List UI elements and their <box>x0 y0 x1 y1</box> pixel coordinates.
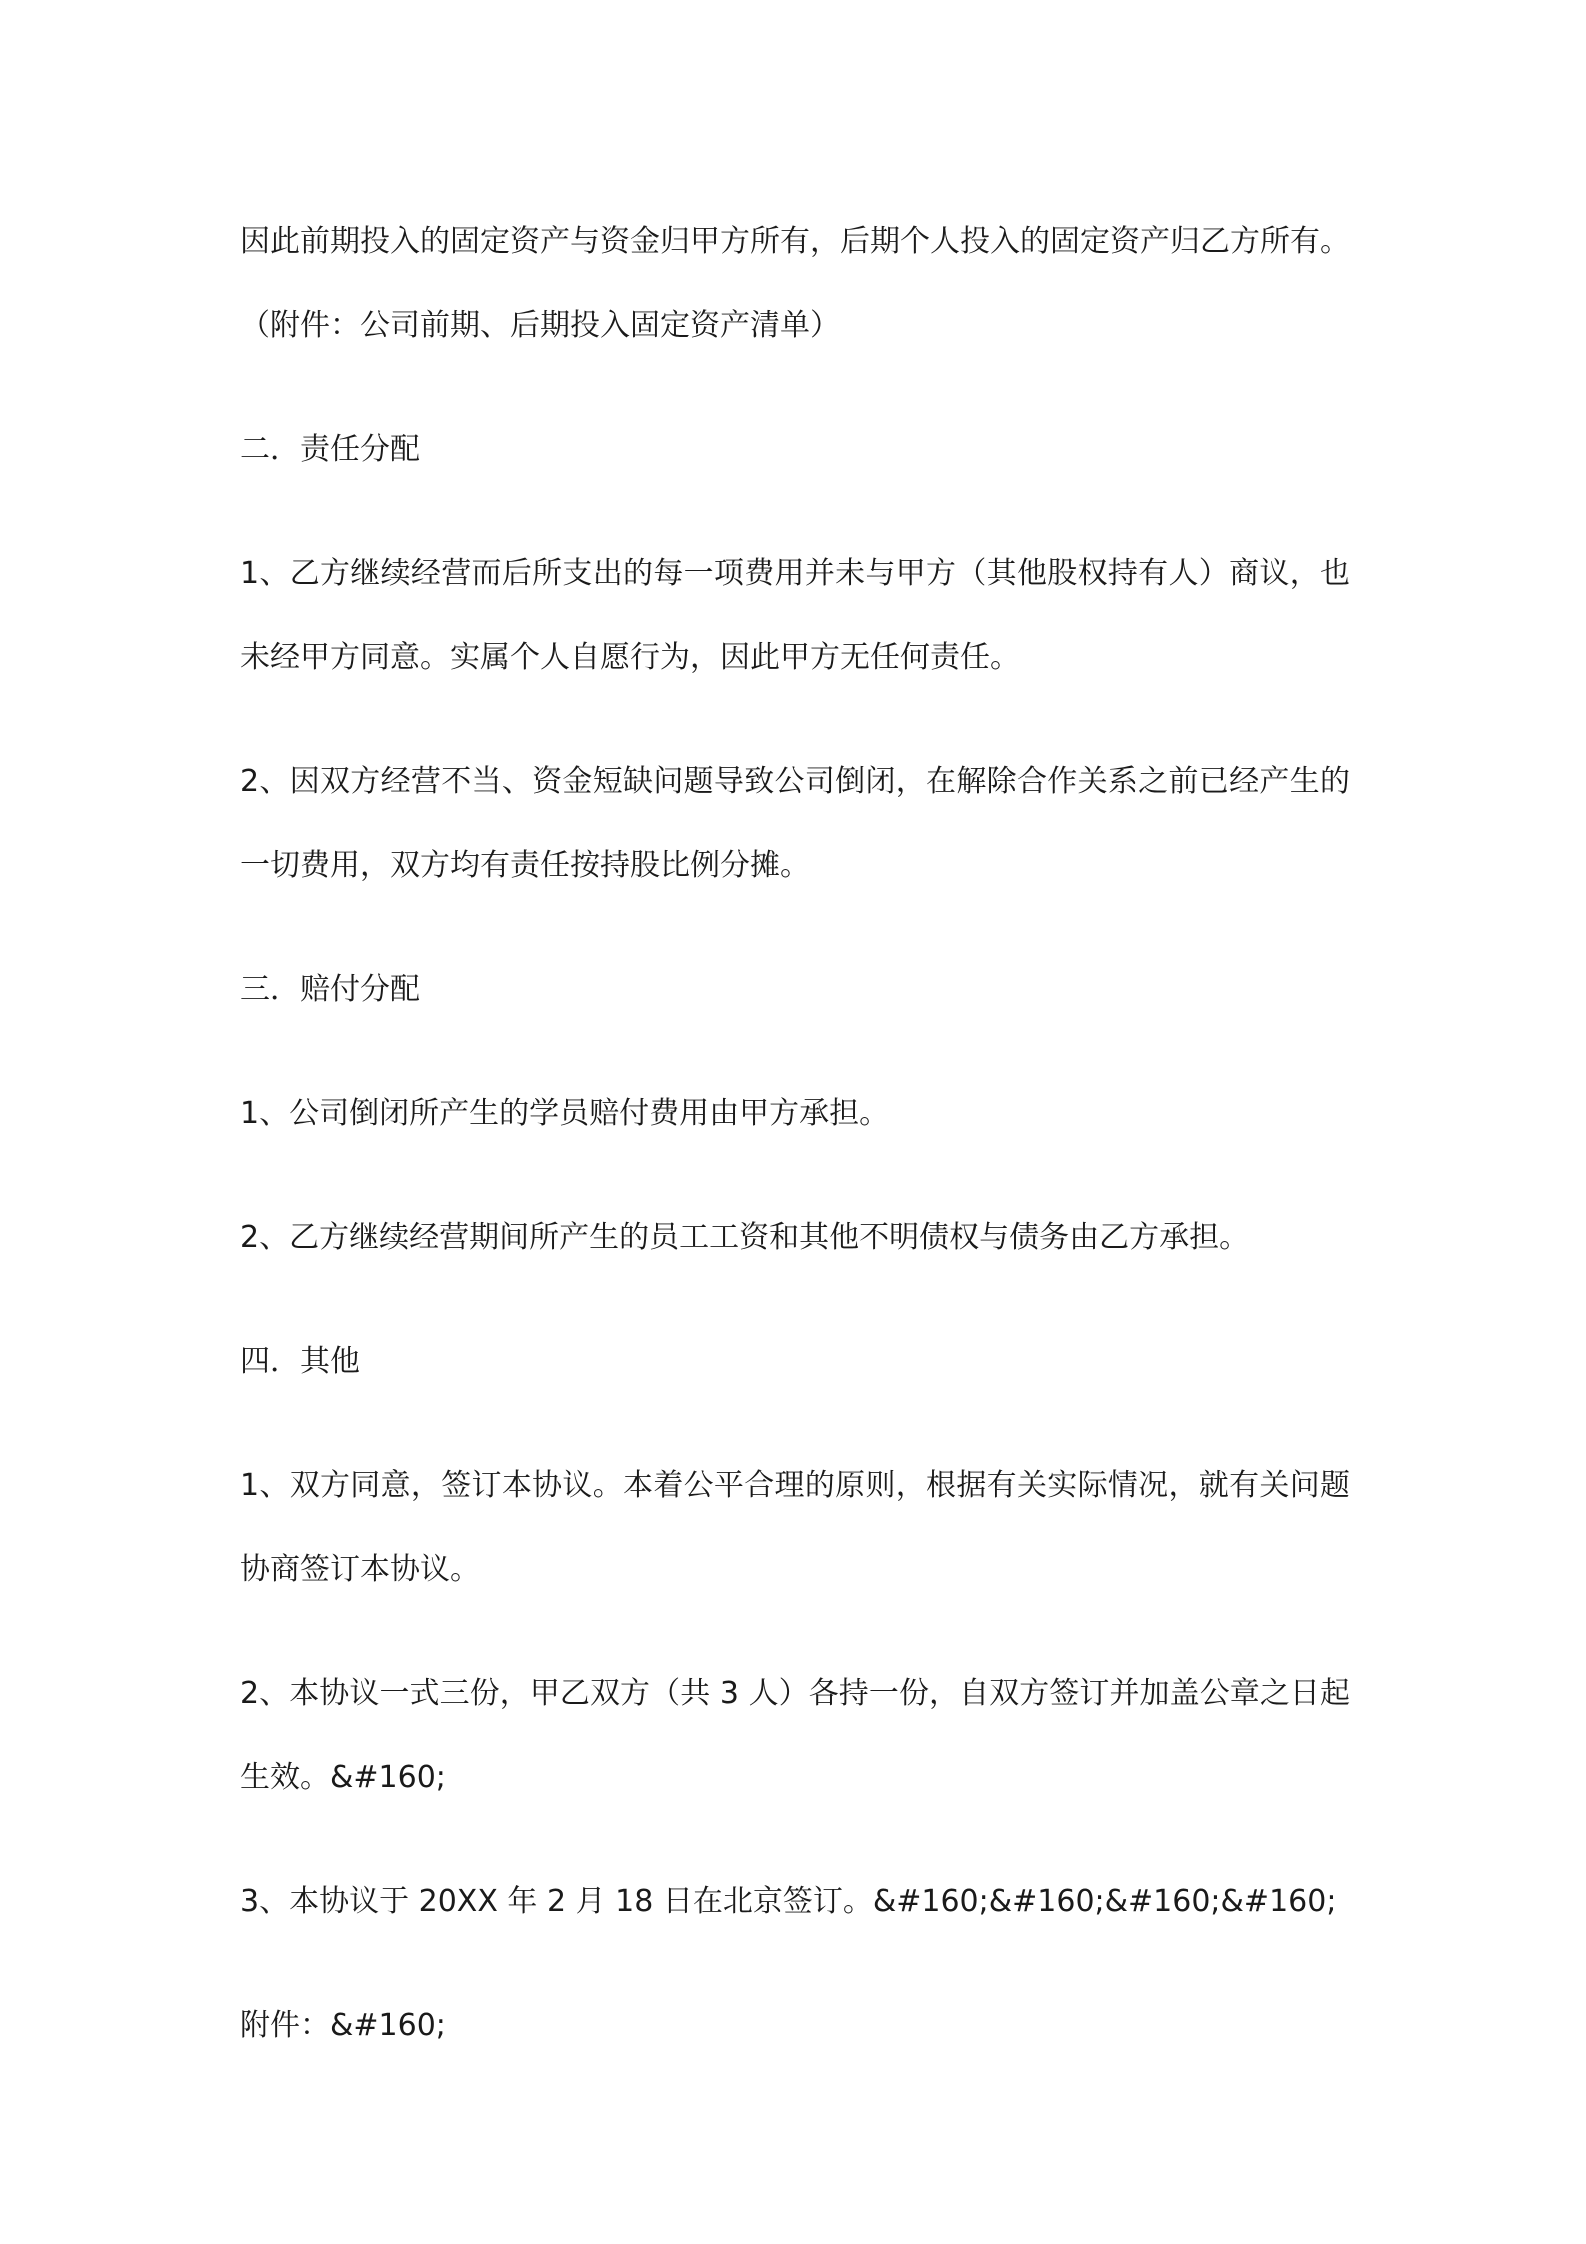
paragraph-compensation-2: 2、乙方继续经营期间所产生的员工工资和其他不明债权与债务由乙方承担。 <box>240 1220 1250 1255</box>
document-body <box>240 200 1350 2108</box>
section-heading-compensation: 三．赔付分配 <box>240 972 420 1007</box>
section-heading-other: 四．其他 <box>240 1344 360 1379</box>
paragraph-other-3: 3、本协议于 20XX 年 2 月 18 日在北京签订。&#160;&#160;&#160;&#160; <box>240 1884 1337 1919</box>
paragraph-attachment: 附件：&#160; <box>240 2008 446 2043</box>
section-heading-responsibility: 二．责任分配 <box>240 432 420 467</box>
paragraph-responsibility-2: 2、因双方经营不当、资金短缺问题导致公司倒闭，在解除合作关系之前已经产生的一切费用，双方均有责任按持股比例分摊。 <box>240 764 1350 883</box>
paragraph-other-2: 2、本协议一式三份，甲乙双方（共 3 人）各持一份，自双方签订并加盖公章之日起生效。&#160; <box>240 1676 1350 1795</box>
paragraph-other-1: 1、双方同意，签订本协议。本着公平合理的原则，根据有关实际情况，就有关问题协商签订本协议。 <box>240 1468 1350 1587</box>
paragraph-assets: 因此前期投入的固定资产与资金归甲方所有，后期个人投入的固定资产归乙方所有。（附件：公司前期、后期投入固定资产清单） <box>240 224 1350 343</box>
paragraph-compensation-1: 1、公司倒闭所产生的学员赔付费用由甲方承担。 <box>240 1096 890 1131</box>
paragraph-responsibility-1: 1、乙方继续经营而后所支出的每一项费用并未与甲方（其他股权持有人）商议，也未经甲方同意。实属个人自愿行为，因此甲方无任何责任。 <box>240 556 1350 675</box>
